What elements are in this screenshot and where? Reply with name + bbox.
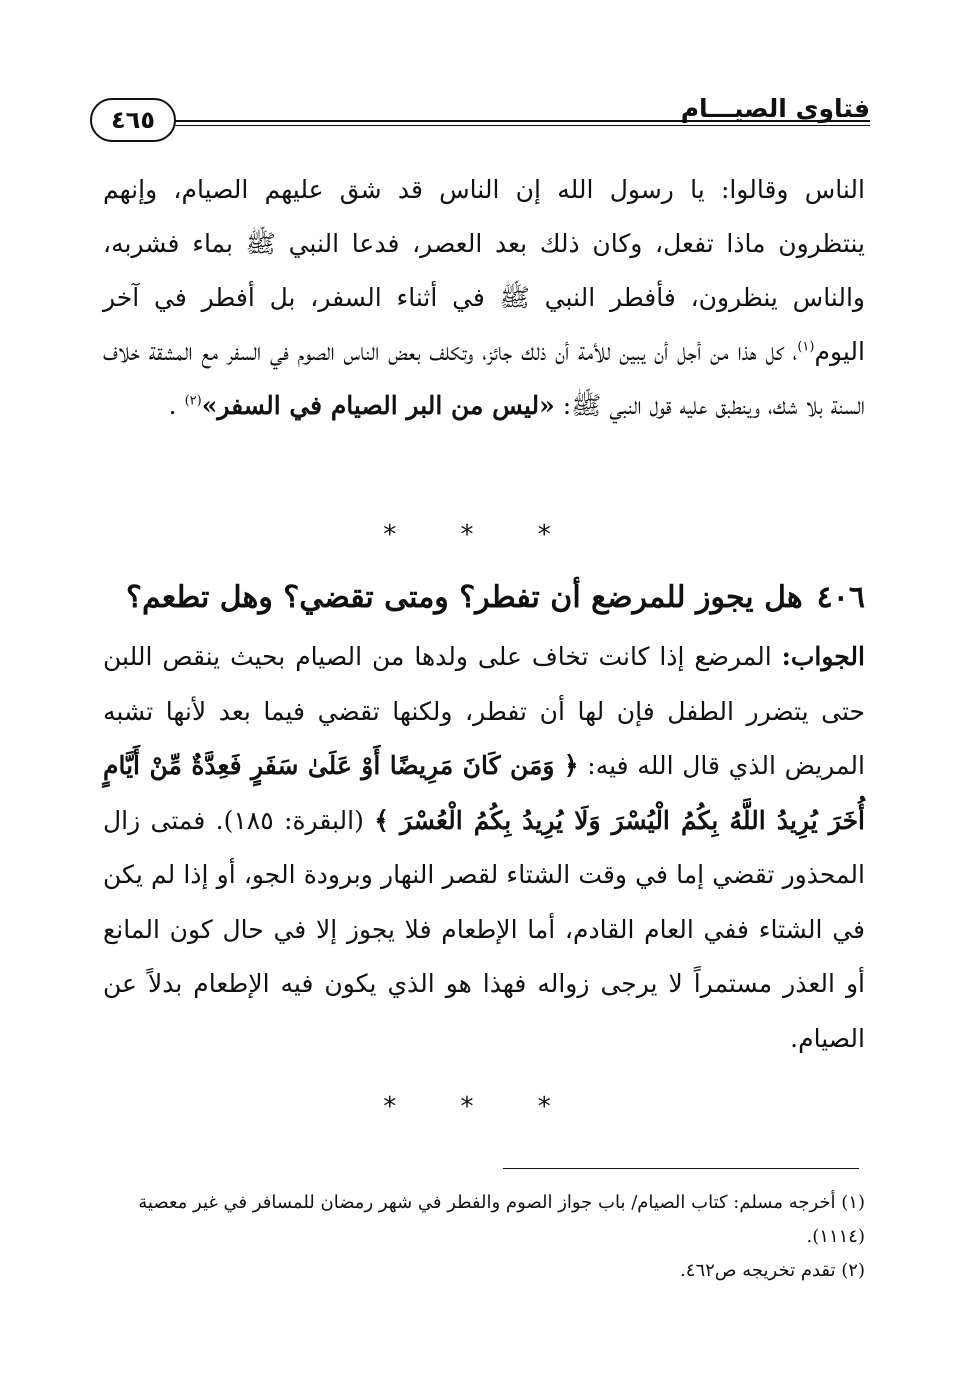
footnote-ref-2: (٢) [184,393,202,409]
paragraph-1 [103,163,865,433]
header-rule [162,120,870,126]
question-text: هل يجوز للمرضع أن تفطر؟ ومتى تقضي؟ وهل تطعم؟ [126,580,803,615]
answer-text-b: فمتى زال المحذور تقضي إما في وقت الشتاء لقصر النهار وبرودة الجو، أو إذا لم يكن في الشتاء ففي العام القادم، أما الإطعام فلا يجوز إلا في حال كون المانع أو العذر مستمراً لا يرجى زواله فهذا هو الذي يكون فيه الإطعام بدلاً عن الصيام. [103,805,865,1053]
paragraph-1-text-c: . [168,391,185,420]
quran-verse: ﴿ وَمَن كَانَ مَرِيضًا أَوْ عَلَىٰ سَفَرٍ فَعِدَّةٌ مِّنْ أَيَّامٍ أُخَرَ يُرِيدُ اللَّهُ بِكُمُ الْيُسْرَ وَلَا يُرِيدُ بِكُمُ الْعُسْرَ ﴾ [103,751,865,835]
answer-label: الجواب: [781,642,865,671]
footnote-divider [503,1168,859,1169]
section-separator-2: * * * [383,1092,579,1122]
page-number: ٤٦٥ [90,98,176,142]
section-separator: * * * [383,520,579,550]
page-header [90,90,870,150]
verse-citation: (البقرة: ١٨٥). [215,805,375,835]
paragraph-1-text-a: الناس وقالوا: يا رسول الله إن الناس قد شق عليهم الصيام، وإنهم ينتظرون ماذا تفعل، وكان ذلك بعد العصر، فدعا النبي ﷺ بماء فشربه، والناس ينظرون، فأفطر النبي ﷺ في أثناء السفر، بل أفطر في آخر اليوم [103,175,865,366]
footnote-1: (١) أخرجه مسلم: كتاب الصيام/ باب جواز الصوم والفطر في شهر رمضان للمسافر في غير معصية (١١١٤). [138,1192,865,1247]
paragraph-1-text-b: ، كل هذا من أجل أن يبين للأمة أن ذلك جائز، وتكلف بعض الناس الصوم في السفر مع المشقة خلاف السنة بلا شك، وينطبق عليه قول النبي ﷺ: [103,337,865,420]
footnote-2: (٢) تقدم تخريجه ص٤٦٢. [680,1260,865,1281]
answer-paragraph [103,630,865,1066]
footnote-ref-1: (١) [797,339,815,355]
question-heading [103,580,865,615]
running-title: فتاوى الصيـــام [680,94,870,123]
question-number: ٤٠٦ [816,580,865,615]
footnotes [103,1186,865,1288]
answer-text-a: المرضع إذا كانت تخاف على ولدها من الصيام بحيث ينقص اللبن حتى يتضرر الطفل فإن لها أن تفطر، ولكنها تقضي فيما بعد لأنها تشبه المريض الذي قال الله فيه: [103,642,865,780]
hadith-quote: «ليس من البر الصيام في السفر» [201,391,555,420]
